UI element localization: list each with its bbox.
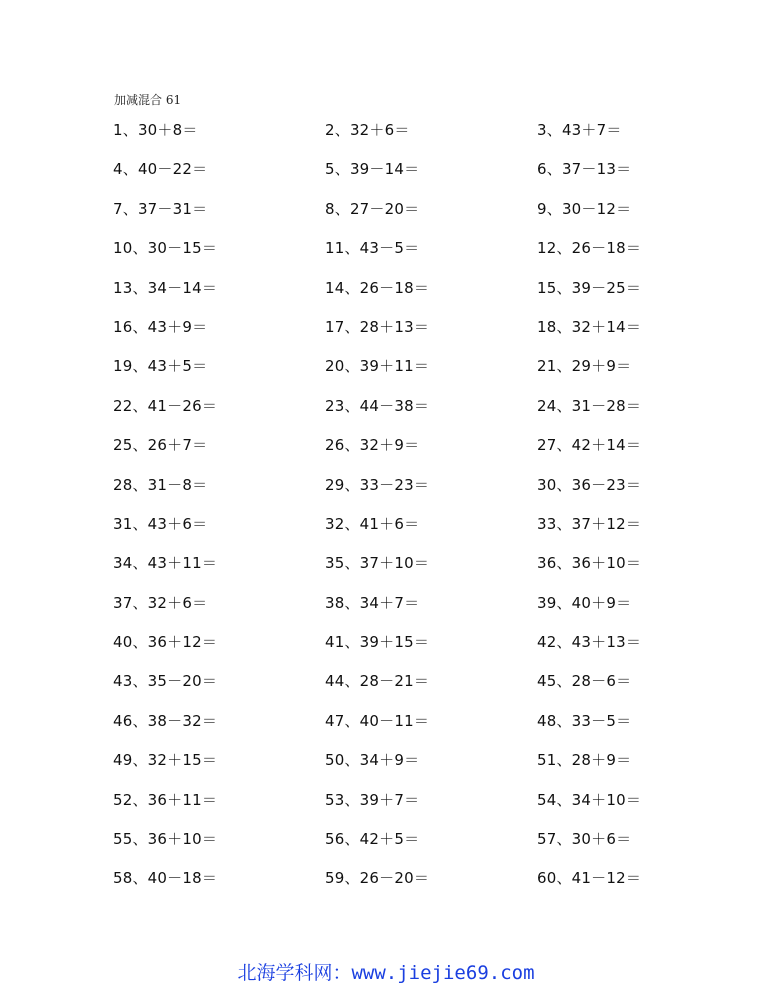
- problem-item: 16、43＋9＝: [113, 317, 208, 336]
- problem-item: 17、28＋13＝: [325, 317, 430, 336]
- problem-item: 55、36＋10＝: [113, 830, 218, 849]
- problem-item: 22、41－26＝: [113, 396, 218, 415]
- problem-item: 26、32＋9＝: [325, 436, 420, 455]
- problem-item: 44、28－21＝: [325, 672, 430, 691]
- problem-item: 10、30－15＝: [113, 239, 218, 258]
- problem-item: 32、41＋6＝: [325, 514, 420, 533]
- problem-item: 38、34＋7＝: [325, 593, 420, 612]
- problem-item: 50、34＋9＝: [325, 751, 420, 770]
- problem-item: 8、27－20＝: [325, 199, 420, 218]
- problem-item: 54、34＋10＝: [537, 790, 642, 809]
- problem-item: 36、36＋10＝: [537, 554, 642, 573]
- problem-item: 60、41－12＝: [537, 869, 642, 888]
- problem-item: 57、30＋6＝: [537, 830, 632, 849]
- problem-item: 9、30－12＝: [537, 199, 632, 218]
- problem-item: 40、36＋12＝: [113, 633, 218, 652]
- problem-item: 15、39－25＝: [537, 278, 642, 297]
- problem-item: 53、39＋7＝: [325, 790, 420, 809]
- problem-item: 2、32＋6＝: [325, 121, 410, 139]
- problem-item: 33、37＋12＝: [537, 514, 642, 533]
- problem-item: 14、26－18＝: [325, 278, 430, 297]
- problem-item: 1、30＋8＝: [113, 121, 198, 139]
- problem-item: 28、31－8＝: [113, 475, 208, 494]
- problem-item: 11、43－5＝: [325, 239, 420, 258]
- problem-item: 19、43＋5＝: [113, 357, 208, 376]
- problem-item: 51、28＋9＝: [537, 751, 632, 770]
- problem-item: 29、33－23＝: [325, 475, 430, 494]
- problem-item: 12、26－18＝: [537, 239, 642, 258]
- problem-item: 27、42＋14＝: [537, 436, 642, 455]
- problem-item: 48、33－5＝: [537, 711, 632, 730]
- problem-item: 18、32＋14＝: [537, 317, 642, 336]
- problem-item: 59、26－20＝: [325, 869, 430, 888]
- problem-item: 7、37－31＝: [113, 199, 208, 218]
- problem-item: 49、32＋15＝: [113, 751, 218, 770]
- problem-item: 56、42＋5＝: [325, 830, 420, 849]
- problem-item: 45、28－6＝: [537, 672, 632, 691]
- problem-item: 47、40－11＝: [325, 711, 430, 730]
- problem-item: 37、32＋6＝: [113, 593, 208, 612]
- problem-item: 6、37－13＝: [537, 160, 632, 179]
- footer-watermark: 北海学科网：www.jiejie69.com: [237, 962, 535, 984]
- problem-grid: [113, 117, 713, 905]
- problem-item: 21、29＋9＝: [537, 357, 632, 376]
- problem-item: 34、43＋11＝: [113, 554, 218, 573]
- problem-item: 30、36－23＝: [537, 475, 642, 494]
- problem-item: 41、39＋15＝: [325, 633, 430, 652]
- problem-item: 52、36＋11＝: [113, 790, 218, 809]
- problem-item: 24、31－28＝: [537, 396, 642, 415]
- page-title: 加减混合 61: [114, 93, 182, 107]
- problem-item: 46、38－32＝: [113, 711, 218, 730]
- problem-item: 25、26＋7＝: [113, 436, 208, 455]
- problem-item: 3、43＋7＝: [537, 121, 622, 139]
- problem-item: 23、44－38＝: [325, 396, 430, 415]
- problem-item: 5、39－14＝: [325, 160, 420, 179]
- problem-item: 13、34－14＝: [113, 278, 218, 297]
- problem-item: 58、40－18＝: [113, 869, 218, 888]
- problem-item: 43、35－20＝: [113, 672, 218, 691]
- problem-item: 31、43＋6＝: [113, 514, 208, 533]
- problem-item: 39、40＋9＝: [537, 593, 632, 612]
- problem-item: 42、43＋13＝: [537, 633, 642, 652]
- problem-item: 4、40－22＝: [113, 160, 208, 179]
- problem-item: 35、37＋10＝: [325, 554, 430, 573]
- problem-item: 20、39＋11＝: [325, 357, 430, 376]
